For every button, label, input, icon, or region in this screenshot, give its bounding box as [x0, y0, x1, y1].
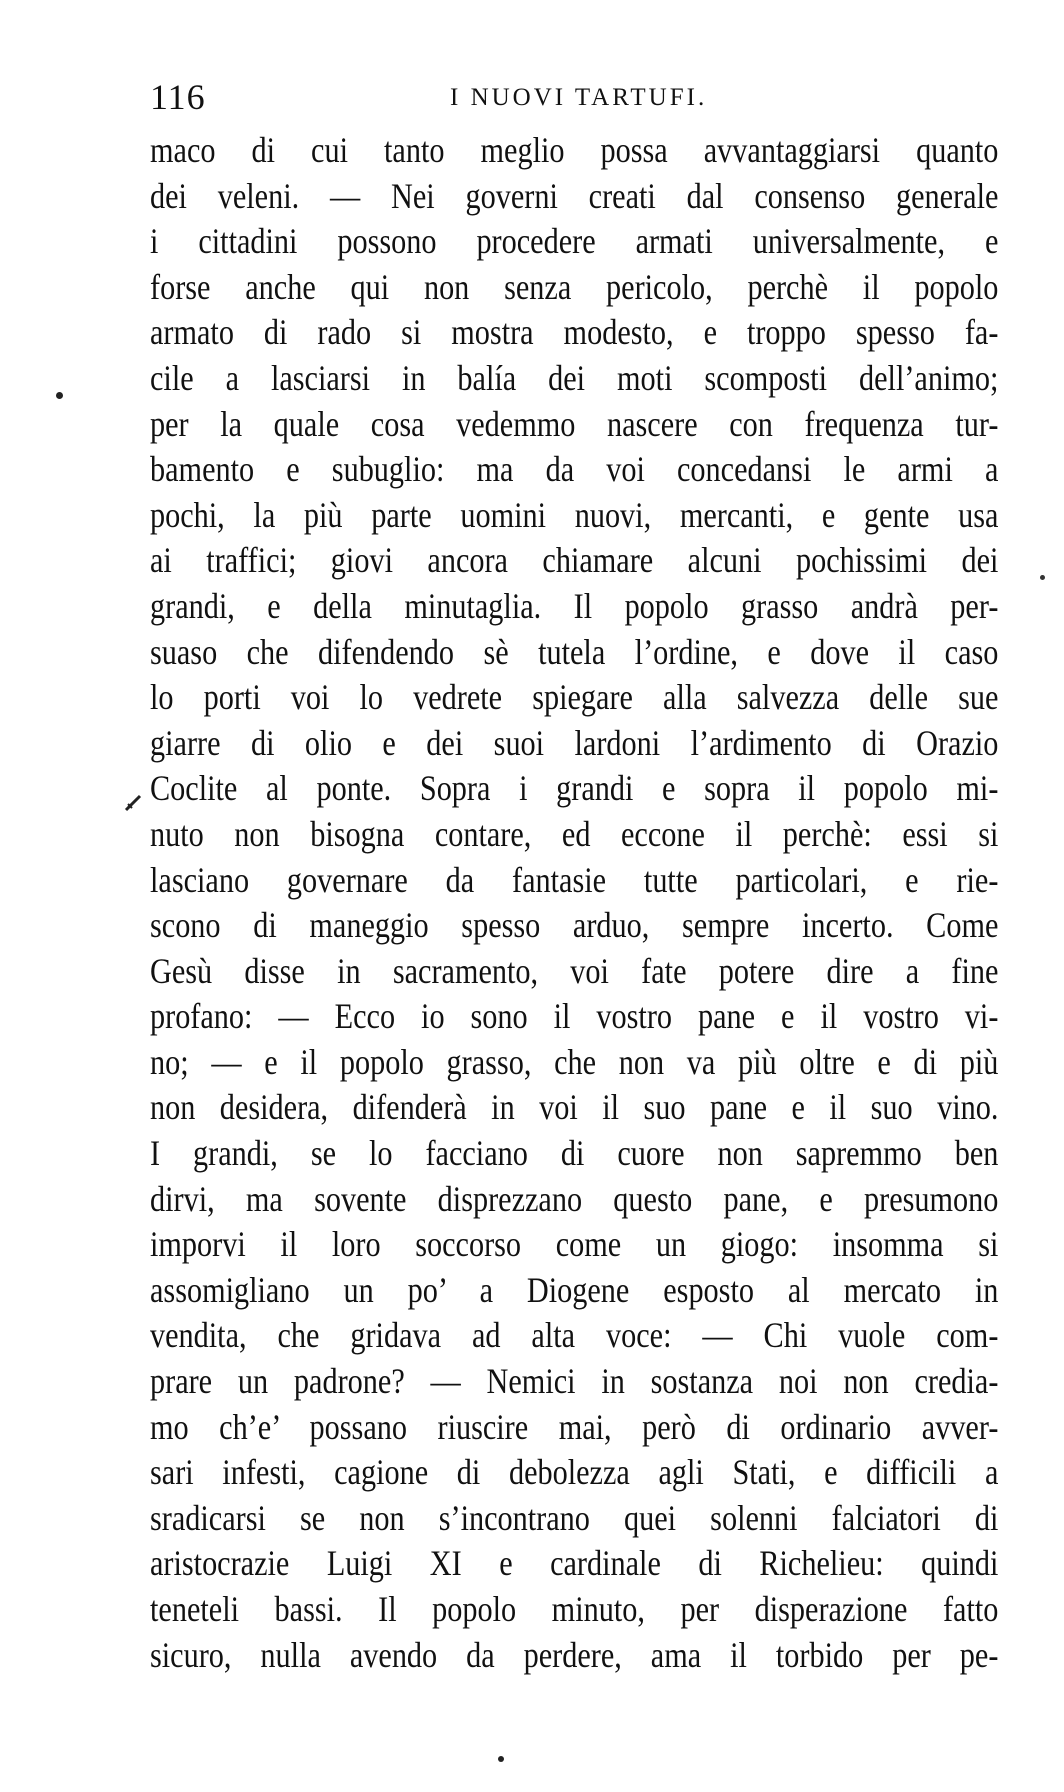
text-line: nuto non bisogna contare, ed eccone il perchè: essi si [150, 813, 999, 854]
text-line: assomigliano un po’ a Diogene esposto al mercato in [150, 1269, 999, 1310]
margin-dot [56, 392, 63, 399]
text-line: aristocrazie Luigi XI e cardinale di Richelieu: quindi [150, 1543, 999, 1584]
text-line: sradicarsi se non s’incontrano quei solenni falciatori di [150, 1497, 999, 1538]
margin-dot-right [1040, 575, 1045, 580]
text-line: cile a lasciarsi in balía dei moti scomposti dell’animo; [150, 357, 999, 398]
page-number: 116 [150, 77, 206, 117]
text-line: lasciano governare da fantasie tutte particolari, e rie- [150, 859, 999, 900]
text-line: profano: — Ecco io sono il vostro pane e il vostro vi- [150, 996, 999, 1037]
text-line: giarre di olio e dei suoi lardoni l’ardimento di Orazio [150, 722, 999, 763]
text-line: Gesù disse in sacramento, voi fate potere dire a fine [150, 950, 999, 991]
running-title: I NUOVI TARTUFI. [450, 84, 708, 111]
text-line: mo ch’e’ possano riuscire mai, però di ordinario avver- [150, 1406, 999, 1447]
text-line: i cittadini possono procedere armati universalmente, e [150, 221, 999, 262]
text-line: non desidera, difenderà in voi il suo pane e il suo vino. [150, 1087, 999, 1128]
text-line: no; — e il popolo grasso, che non va più oltre e di più [150, 1041, 999, 1082]
text-line: suaso che difendendo sè tutela l’ordine, e dove il caso [150, 631, 999, 672]
text-line: ai traffici; giovi ancora chiamare alcuni pochissimi dei [150, 540, 999, 581]
text-line: scono di maneggio spesso arduo, sempre incerto. Come [150, 905, 999, 946]
text-line: sari infesti, cagione di debolezza agli Stati, e difficili a [150, 1452, 999, 1493]
bottom-dot [498, 1756, 504, 1762]
text-line: sicuro, nulla avendo da perdere, ama il torbido per pe- [150, 1634, 999, 1675]
text-line: lo porti voi lo vedrete spiegare alla salvezza delle sue [150, 677, 999, 718]
text-line: dei veleni. — Nei governi creati dal consenso generale [150, 175, 999, 216]
text-line: Coclite al ponte. Sopra i grandi e sopra il popolo mi- [150, 768, 999, 809]
text-line: prare un padrone? — Nemici in sostanza noi non credia- [150, 1361, 999, 1402]
text-line: imporvi il loro soccorso come un giogo: insomma si [150, 1224, 999, 1265]
text-line: teneteli bassi. Il popolo minuto, per disperazione fatto [150, 1589, 999, 1629]
text-line: bamento e subuglio: ma da voi concedansi le armi a [150, 449, 999, 490]
text-line: maco di cui tanto meglio possa avvantaggiarsi quanto [150, 130, 999, 170]
text-line: dirvi, ma sovente disprezzano questo pane, e presumono [150, 1178, 999, 1219]
text-line: grandi, e della minutaglia. Il popolo grasso andrà per- [150, 585, 999, 626]
text-line: I grandi, se lo facciano di cuore non sapremmo ben [150, 1133, 999, 1174]
page-header [150, 72, 980, 122]
text-line: forse anche qui non senza pericolo, perchè il popolo [150, 266, 999, 307]
margin-tick-icon [122, 792, 144, 814]
text-line: armato di rado si mostra modesto, e troppo spesso fa- [150, 312, 999, 353]
text-line: per la quale cosa vedemmo nascere con frequenza tur- [150, 403, 999, 444]
text-line: vendita, che gridava ad alta voce: — Chi vuole com- [150, 1315, 999, 1356]
body-text [150, 128, 1030, 1678]
text-line: pochi, la più parte uomini nuovi, mercanti, e gente usa [150, 494, 999, 535]
